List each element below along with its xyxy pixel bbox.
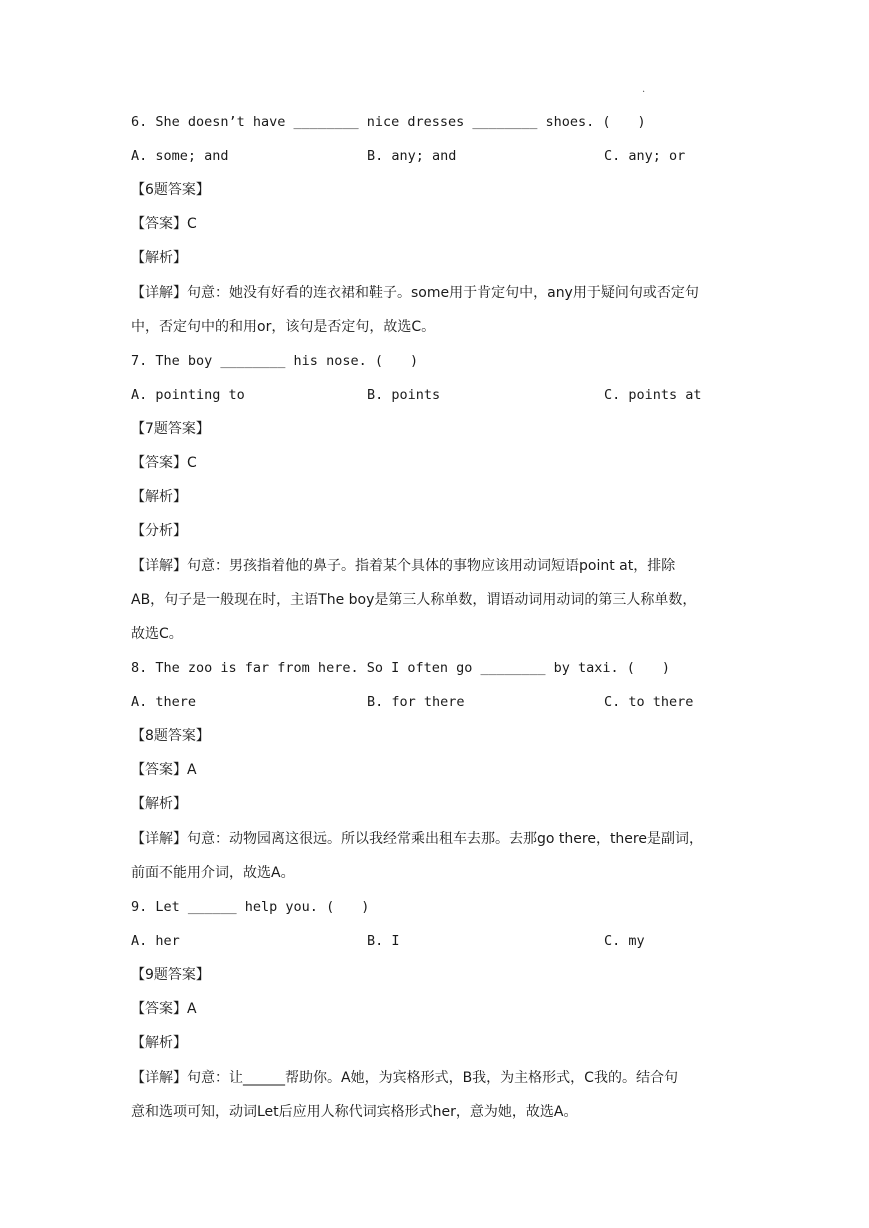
question-6-heading: 【6题答案】 [131, 182, 210, 198]
question-9-stem: 9. Let ______ help you. ( ) [131, 899, 370, 915]
question-9-detail-line-1: 【详解】句意：让______帮助你。A她，为宾格形式，B我，为主格形式，C我的。结合句 [131, 1070, 678, 1086]
question-7-fenxi: 【分析】 [131, 523, 187, 539]
question-6-option-c: C. any; or [604, 148, 686, 164]
question-9-detail-line-2: 意和选项可知，动词Let后应用人称代词宾格形式her，意为她，故选A。 [131, 1104, 578, 1120]
question-8-analysis: 【解析】 [131, 796, 187, 812]
question-6-stem: 6. She doesn’t have ________ nice dresses ________ shoes. ( ) [131, 114, 646, 130]
question-9-option-b: B. I [367, 933, 400, 949]
question-7-detail-line-1: 【详解】句意：男孩指着他的鼻子。指着某个具体的事物应该用动词短语point at，排除 [131, 558, 676, 574]
question-7-analysis: 【解析】 [131, 489, 187, 505]
question-6-option-b: B. any; and [367, 148, 457, 164]
question-8-detail-line-1: 【详解】句意：动物园离这很远。所以我经常乘出租车去那。去那go there，there是副词， [131, 831, 703, 847]
question-9-answer: 【答案】A [131, 1001, 197, 1017]
question-7-option-b: B. points [367, 387, 441, 403]
question-6-analysis: 【解析】 [131, 250, 187, 266]
question-8-option-a: A. there [131, 694, 197, 710]
page-marker: . [642, 84, 646, 95]
question-9-heading: 【9题答案】 [131, 967, 210, 983]
question-6-detail-line-1: 【详解】句意：她没有好看的连衣裙和鞋子。some用于肯定句中，any用于疑问句或否定句 [131, 285, 699, 301]
question-6-option-a: A. some; and [131, 148, 229, 164]
question-7-answer: 【答案】C [131, 455, 197, 471]
question-9-analysis: 【解析】 [131, 1035, 187, 1051]
question-9-option-a: A. her [131, 933, 180, 949]
question-7-option-c: C. points at [604, 387, 702, 403]
question-8-option-c: C. to there [604, 694, 694, 710]
question-9-option-c: C. my [604, 933, 645, 949]
question-8-stem: 8. The zoo is far from here. So I often go ________ by taxi. ( ) [131, 660, 671, 676]
question-8-option-b: B. for there [367, 694, 465, 710]
question-8-detail-line-2: 前面不能用介词，故选A。 [131, 865, 295, 881]
question-6-detail-line-2: 中，否定句中的和用or，该句是否定句，故选C。 [131, 319, 436, 335]
question-8-answer: 【答案】A [131, 762, 197, 778]
question-7-detail-line-2: AB，句子是一般现在时，主语The boy是第三人称单数，谓语动词用动词的第三人称单数， [131, 592, 697, 608]
question-6-answer: 【答案】C [131, 216, 197, 232]
question-7-option-a: A. pointing to [131, 387, 245, 403]
question-7-detail-line-3: 故选C。 [131, 626, 183, 642]
question-7-stem: 7. The boy ________ his nose. ( ) [131, 353, 419, 369]
question-7-heading: 【7题答案】 [131, 421, 210, 437]
question-8-heading: 【8题答案】 [131, 728, 210, 744]
